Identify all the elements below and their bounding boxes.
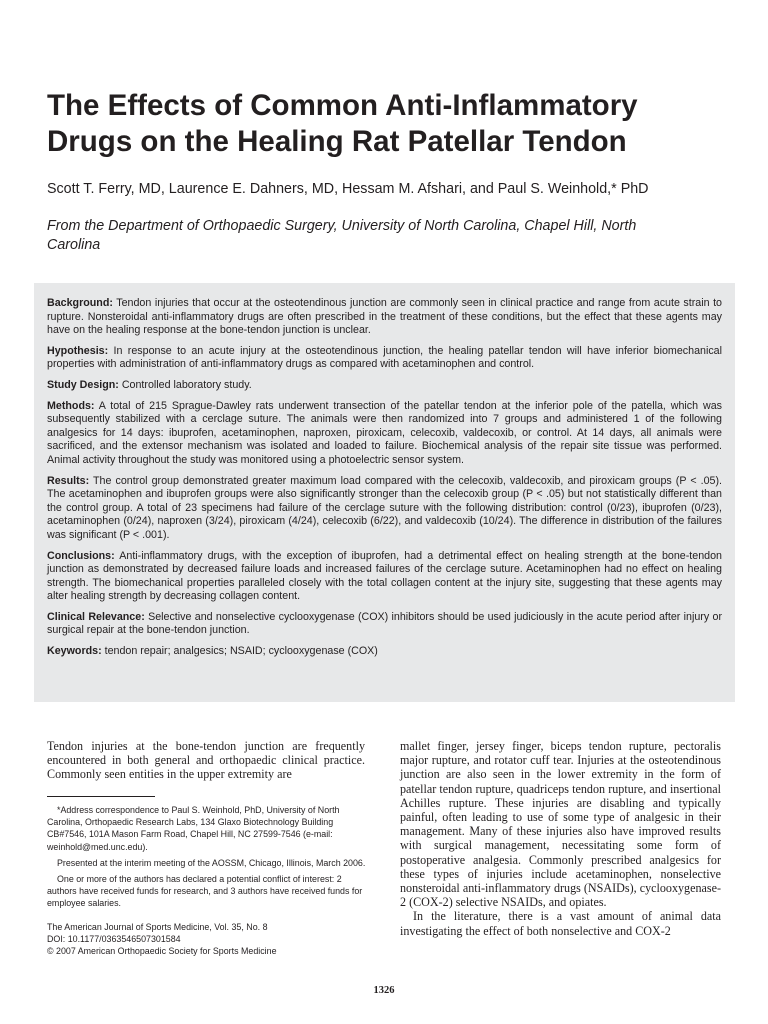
abstract-design-section: [47, 379, 722, 393]
correspondence-note: *Address correspondence to Paul S. Weinhold, PhD, University of North Carolina, Orthopaedic Research Labs, 134 Glaxo Biotechnology Building CB#7546, 101A Mason Farm Road, Chapel Hill, NC 27599-7546 (e-mail: weinhold@med.unc.edu).: [47, 805, 340, 852]
section-label: Hypothesis:: [47, 344, 109, 357]
section-text: Controlled laboratory study.: [118, 378, 252, 391]
body-column-left: [47, 739, 365, 782]
section-text: In response to an acute injury at the osteotendinous junction, the healing patellar tendon will have inferior biomechanical properties with administration of anti-inflammatory drugs as compared with acetaminophen and control.: [47, 344, 722, 371]
abstract-keywords-section: [47, 645, 722, 659]
abstract: [47, 297, 722, 666]
body-paragraph: mallet finger, jersey finger, biceps tendon rupture, pectoralis major rupture, and rotator cuff tear. Injuries at the osteotendinous junction are also seen in the lower extremity in the form of patellar tendon rupture, quadriceps tendon rupture, and insertional Achilles rupture. These injuries are disabling and typically painful, often leading to use of some type of analgesic in their management. Many of these injuries also have improved results with surgical management, necessitating some form of postoperative analgesia. Commonly prescribed analgesics for these types of injuries include acetaminophen, nonselective nonsteroidal anti-inflammatory drugs (NSAIDs), cyclooxygenase-2 (COX-2) selective NSAIDs, and opiates.: [400, 739, 721, 910]
section-label: Keywords:: [47, 645, 102, 658]
section-label: Background:: [47, 297, 113, 309]
presentation-note: Presented at the interim meeting of the AOSSM, Chicago, Illinois, March 2006.: [57, 857, 366, 868]
section-text: A total of 215 Sprague-Dawley rats underwent transection of the patellar tendon at the inferior pole of the patella, which was subsequently stabilized with a cerclage suture. The animals were then randomized into 7 groups and administered 1 of the following analgesics for 14 days: ibuprofen, acetaminophen, naproxen, piroxicam, celecoxib, valdecoxib, or control. At 14 days, all animals were sacrificed, and the extensor mechanism was isolated and loaded to failure. Biochemical analysis of the repair site tissue was performed. Animal activity throughout the study was monitored using a photoelectric sensor system.: [47, 399, 722, 466]
section-text: Tendon injuries that occur at the osteotendinous junction are commonly seen in clinical practice and range from acute strain to rupture. Nonsteroidal anti-inflammatory drugs are often prescribed in the treatment of these conditions, but the effect that these agents may have on the healing response at the bone-tendon junction is unclear.: [47, 297, 722, 337]
article-title: The Effects of Common Anti-Inflammatory Drugs on the Healing Rat Patellar Tendon: [47, 89, 638, 158]
author-list: Scott T. Ferry, MD, Laurence E. Dahners, MD, Hessam M. Afshari, and Paul S. Weinhold,* PhD: [47, 181, 649, 197]
journal-citation: The American Journal of Sports Medicine, Vol. 35, No. 8: [47, 922, 268, 932]
body-column-right: [400, 739, 721, 938]
section-label: Study Design:: [47, 378, 119, 391]
body-paragraph: Tendon injuries at the bone-tendon junction are frequently encountered in both general and orthopaedic clinical practice. Commonly seen entities in the upper extremity are: [47, 739, 365, 782]
section-label: Clinical Relevance:: [47, 610, 145, 623]
section-label: Methods:: [47, 399, 95, 412]
abstract-background-section: [47, 297, 722, 338]
section-text: The control group demonstrated greater maximum load compared with the celecoxib, valdecoxib, and piroxicam groups (P < .05). The acetaminophen and ibuprofen groups were also significantly stronger than the celecoxib group (P < .05) but not statistically different than the control group. A total of 23 specimens had failure of the cerclage suture with the following distribution: control (0/23), ibuprofen (0/23), acetaminophen (0/24), naproxen (3/24), piroxicam (4/24), celecoxib (6/22), and valdecoxib (10/24). The difference in distribution of the failures was significant (P < .001).: [47, 474, 722, 541]
section-label: Results:: [47, 474, 90, 487]
conflict-note: One or more of the authors has declared a potential conflict of interest: 2 authors have received funds for research, and 3 authors have received funds for employee salaries.: [47, 874, 363, 909]
abstract-methods-section: [47, 400, 722, 468]
page-number: 1326: [373, 985, 395, 996]
footnote-divider: [47, 796, 155, 797]
journal-info: [47, 921, 367, 958]
journal-doi: DOI: 10.1177/0363546507301584: [47, 934, 181, 945]
author-affiliation: From the Department of Orthopaedic Surgery, University of North Carolina, Chapel Hill, North Carolina: [47, 218, 637, 253]
section-text: Selective and nonselective cyclooxygenase (COX) inhibitors should be used judiciously in the acute period after injury or surgical repair at the bone-tendon junction.: [47, 610, 723, 637]
journal-copyright: © 2007 American Orthopaedic Society for Sports Medicine: [47, 946, 277, 957]
body-paragraph: In the literature, there is a vast amount of animal data investigating the effect of both nonselective and COX-2: [400, 909, 721, 938]
abstract-conclusions-section: [47, 550, 722, 604]
abstract-results-section: [47, 475, 722, 543]
footnotes: [47, 804, 367, 914]
abstract-hypothesis-section: [47, 345, 722, 372]
section-label: Conclusions:: [47, 549, 115, 562]
section-text: tendon repair; analgesics; NSAID; cyclooxygenase (COX): [101, 645, 378, 658]
section-text: Anti-inflammatory drugs, with the exception of ibuprofen, had a detrimental effect on healing strength at the bone-tendon junction as demonstrated by decreased failure loads and increased failures of the cerclage suture. Acetaminophen had no effect on healing strength. The biomechanical properties paralleled closely with the total collagen content at the injury site, suggesting that these agents may alter healing strength by decreasing collagen content.: [47, 549, 722, 603]
abstract-relevance-section: [47, 611, 722, 638]
